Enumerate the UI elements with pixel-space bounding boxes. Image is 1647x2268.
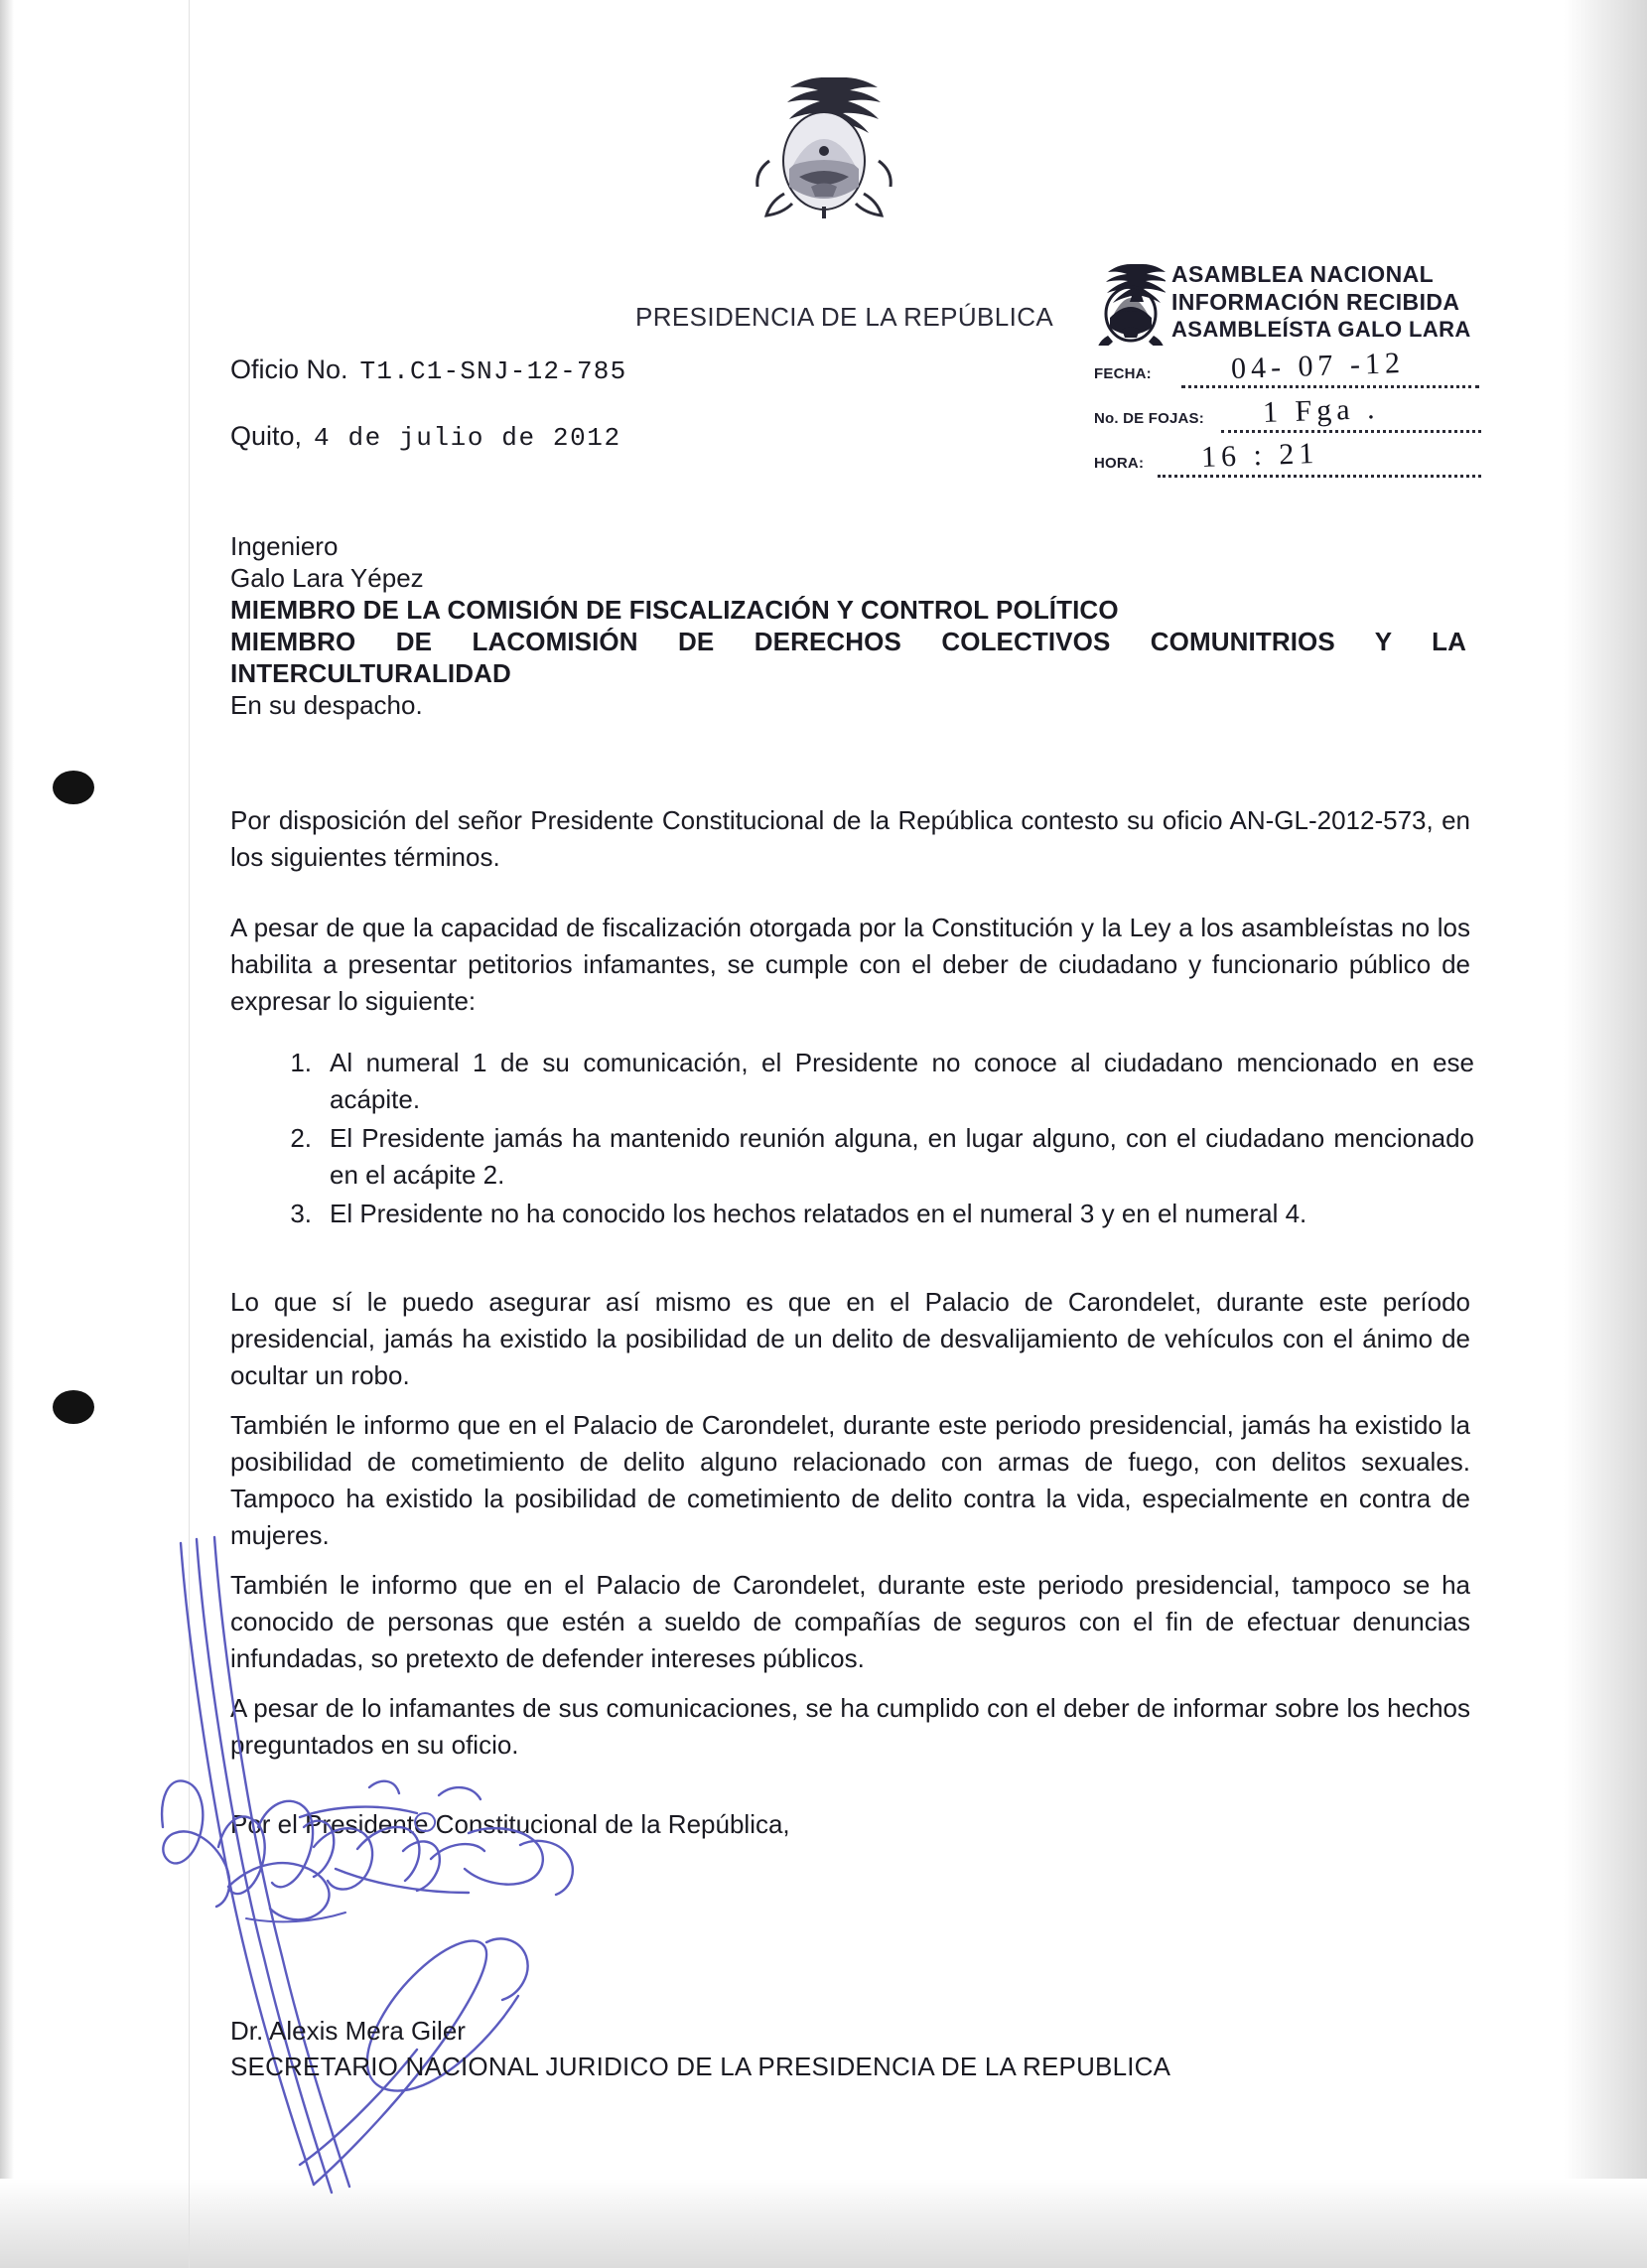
reception-stamp [1092, 256, 1489, 485]
addressee-name: Galo Lara Yépez [230, 563, 424, 593]
stamp-fojas-label: No. DE FOJAS: [1094, 410, 1204, 427]
list-item-text: Al numeral 1 de su comunicación, el Presidente no conoce al ciudadano mencionado en ese acápite. [330, 1048, 1474, 1114]
list-item [278, 1120, 1474, 1194]
oficio-label: Oficio No. [230, 354, 348, 384]
scan-edge-right [1528, 0, 1647, 2268]
body-paragraph-3: Lo que sí le puedo asegurar así mismo es que en el Palacio de Carondelet, durante este período presidencial, jamás ha existido la posibilidad de un delito de desvalijamiento de vehículos con el ánimo de ocultar un robo. [230, 1287, 1470, 1390]
addressee-salutation: Ingeniero [230, 531, 339, 561]
stamp-line-3: ASAMBLEÍSTA GALO LARA [1171, 317, 1471, 342]
body-paragraph-2: A pesar de que la capacidad de fiscalización otorgada por la Constitución y la Ley a los asambleístas no los habilita a presentar petitorios infamantes, se cumple con el deber de ciudadano y funcionario público de expresar lo siguiente: [230, 913, 1470, 1016]
stamp-fecha-rule [1181, 383, 1479, 388]
signer-name: Dr. Alexis Mera Giler [230, 2016, 466, 2046]
stamp-field-fecha [1094, 346, 1489, 397]
list-item-text: El Presidente jamás ha mantenido reunión alguna, en lugar alguno, con el ciudadano mencionado en el acápite 2. [330, 1123, 1474, 1190]
addressee-role-line-1: MIEMBRO DE LA COMISIÓN DE FISCALIZACIÓN Y CONTROL POLÍTICO [230, 595, 1119, 625]
list-item-text: El Presidente no ha conocido los hechos relatados en el numeral 3 y en el numeral 4. [330, 1199, 1307, 1228]
list-item-number: 1. [290, 1048, 312, 1077]
hole-punch-icon [53, 771, 94, 804]
letterhead-title: PRESIDENCIA DE LA REPÚBLICA [635, 302, 1054, 332]
addressee-role-line-3: INTERCULTURALIDAD [230, 658, 511, 688]
addressee-location: En su despacho. [230, 690, 423, 720]
date-value: 4 de julio de 2012 [314, 423, 621, 453]
hole-punch-icon [53, 1390, 94, 1424]
list-item-number: 2. [290, 1123, 312, 1153]
stamp-hora-label: HORA: [1094, 455, 1145, 472]
stamp-line-1: ASAMBLEA NACIONAL [1171, 261, 1435, 287]
stamp-fojas-value: 1 Fga . [1262, 391, 1381, 430]
stamp-line-2: INFORMACIÓN RECIBIDA [1171, 289, 1460, 315]
scan-edge-left [0, 0, 14, 2268]
list-item-number: 3. [290, 1199, 312, 1228]
stamp-fojas-rule [1221, 428, 1481, 433]
place-date-row [230, 421, 621, 453]
stamp-field-hora [1094, 436, 1489, 487]
ecuador-coat-of-arms-icon [740, 70, 908, 218]
body-paragraph-6: A pesar de lo infamantes de sus comunicaciones, se ha cumplido con el deber de informar sobre los hechos preguntados en su oficio. [230, 1693, 1470, 1760]
oficio-number-row [230, 354, 626, 386]
numbered-list [278, 1045, 1474, 1234]
asamblea-nacional-crest-icon [1096, 262, 1166, 346]
body-paragraph-1: Por disposición del señor Presidente Constitucional de la República contesto su oficio AN-GL-2012-573, en los siguientes términos. [230, 805, 1470, 872]
oficio-value: T1.C1-SNJ-12-785 [359, 356, 627, 386]
body-paragraph-4: También le informo que en el Palacio de Carondelet, durante este periodo presidencial, jamás ha existido la posibilidad de cometimiento de delito alguno relacionado con armas de fuego, con delitos sexuales. Tampoco ha existido la posibilidad de cometimiento de delito contra la vida, especialmente en contra de mujeres. [230, 1410, 1470, 1550]
stamp-fecha-value: 04- 07 -12 [1230, 346, 1406, 386]
stamp-title [1171, 260, 1489, 344]
place-label: Quito, [230, 421, 303, 451]
signer-title: SECRETARIO NACIONAL JURIDICO DE LA PRESIDENCIA DE LA REPUBLICA [230, 2052, 1171, 2081]
closing-line: Por el Presidente Constitucional de la República, [230, 1809, 790, 1839]
addressee-block [230, 530, 1471, 721]
scan-edge-bottom [0, 2179, 1647, 2268]
addressee-role-line-2: MIEMBRO DE LACOMISIÓN DE DERECHOS COLECTIVOS COMUNITRIOS Y LA [230, 627, 1466, 656]
page-fold-line [189, 0, 190, 2268]
list-item [278, 1045, 1474, 1118]
stamp-hora-value: 16 : 21 [1200, 436, 1319, 475]
stamp-fecha-label: FECHA: [1094, 365, 1152, 382]
body-paragraph-5: También le informo que en el Palacio de Carondelet, durante este periodo presidencial, tampoco se ha conocido de personas que estén a sueldo de compañías de seguros con el fin de efectuar denuncias infundadas, so pretexto de defender intereses públicos. [230, 1570, 1470, 1673]
stamp-field-fojas [1094, 391, 1489, 442]
list-item [278, 1196, 1474, 1232]
